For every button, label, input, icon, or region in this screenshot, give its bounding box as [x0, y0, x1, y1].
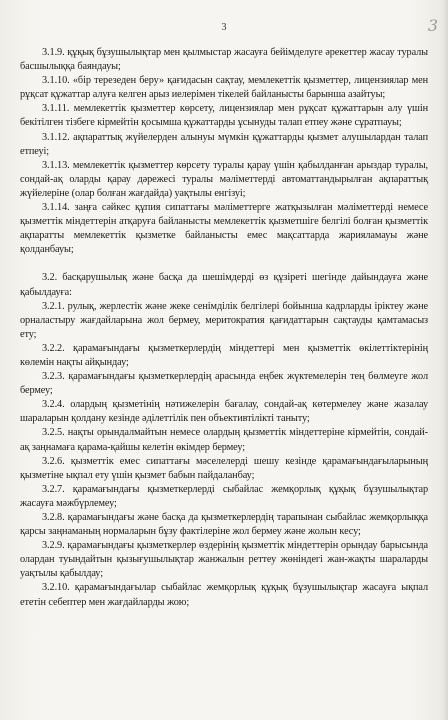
paragraph-3-2: 3.2. басқарушылық және басқа да шешімдерді өз құзіреті шегінде дайындауға және қабылдауға:	[20, 272, 428, 298]
scan-edge-shadow	[442, 0, 448, 720]
paragraph-3-1-13: 3.1.13. мемлекеттік қызметтер көрсету туралы қарау үшін қабылданған арыздар туралы, сондай-ақ оларды қарау дәрежесі туралы мәліметтерді автоматтандырылған ақпараттық жүйелеріне (олар болған жағдайда) уақтылы енгізуі;	[20, 159, 428, 199]
paragraph-3-1-14: 3.1.14. заңға сәйкес құпия сипаттағы мәліметтерге жатқызылған мәліметтерді немесе қызметтік міндеттерін атқаруға байланысты мемлекеттік қызметшіге белгілі болған қызметтік ақпаратты мемлекеттік қызметке байланысты емес мақсаттарда жарияламауы және қолданбауы;	[20, 202, 428, 256]
paragraph-3-2-10: 3.2.10. қарамағындағылар сыбайлас жемқорлық құқық бұзушылықтар жасауға ықпал ететін себептер мен жағдайларды жою;	[20, 582, 428, 608]
section-spacer	[20, 257, 428, 271]
page-number: 3	[221, 22, 227, 33]
paragraph-3-2-2: 3.2.2. қарамағындағы қызметкерлердің міндеттері мен қызметтік өкілеттіктерінің көлемін нақты айқындау;	[20, 342, 428, 368]
paragraph-3-2-7: 3.2.7. қарамағындағы қызметкерлерді сыбайлас жемқорлық құқық бұзушылықтар жасауға мәжбүрлемеу;	[20, 483, 428, 509]
handwritten-page-mark: 3	[427, 16, 438, 35]
paragraph-3-2-3: 3.2.3. қарамағындағы қызметкерлердің арасында еңбек жүктемелерін тең бөлмеуге жол бермеу;	[20, 371, 428, 397]
paragraph-3-1-12: 3.1.12. ақпараттық жүйелерден алынуы мүмкін құжаттарды қызмет алушылардан талап етпеуі;	[20, 131, 428, 157]
paragraph-3-1-11: 3.1.11. мемлекеттік қызметтер көрсету, лицензиялар мен рұқсат құжаттарын алу үшін бекітілген тізбеге кірмейтін қосымша құжаттарды ұсынуды талап етпеу және сұратпауы;	[20, 103, 428, 129]
paragraph-3-2-5: 3.2.5. нақты орындалмайтын немесе олардың қызметтік міндеттеріне кірмейтін, сондай-ақ заңнамаға қарама-қайшы келетін өкімдер бермеу;	[20, 427, 428, 453]
paragraph-3-2-8: 3.2.8. қарамағындағы және басқа да қызметкерлердің тарапынан сыбайлас жемқорлыққа қарсы заңнаманың нормаларын бұзу фактілеріне жол бермеу және жолын кесу;	[20, 512, 428, 538]
paragraph-3-2-9: 3.2.9. қарамағындағы қызметкерлер өздерінің қызметтік міндеттерін орындау барысында олардан туындайтын қызығушылықтар жанжалын реттеу жөніндегі жан-жақты шараларды уақтылы қабылдау;	[20, 540, 428, 580]
paragraph-3-2-1: 3.2.1. рулық, жерлестік және жеке сенімділік белгілері бойынша кадрларды іріктеу және орналастыру жағдайларына жол бермеу, меритократия қағидаттарын сақтауды қамтамасыз ету;	[20, 300, 428, 340]
paragraph-3-1-10: 3.1.10. «бір терезеден беру» қағидасын сақтау, мемлекеттік қызметтер, лицензиялар мен рұқсат құжаттар алуға келген арыз иелерімен тікелей байланысты барынша азайтуы;	[20, 75, 428, 101]
paragraph-3-2-6: 3.2.6. қызметтік емес сипаттағы мәселелерді шешу кезінде қарамағындағыларының қызметіне ықпал ету үшін қызмет бабын пайдаланбау;	[20, 455, 428, 481]
paragraph-3-1-9: 3.1.9. құқық бұзушылықтар мен қылмыстар жасауға бейімделуге әрекеттер жасау туралы басшылыққа баяндауы;	[20, 47, 428, 73]
paragraph-3-2-4: 3.2.4. олардың қызметінің нәтижелерін бағалау, сондай-ақ көтермелеу және жазалау шараларын қолдану кезінде әділеттілік пен объективтілікті таныту;	[20, 399, 428, 425]
document-body	[20, 46, 428, 610]
